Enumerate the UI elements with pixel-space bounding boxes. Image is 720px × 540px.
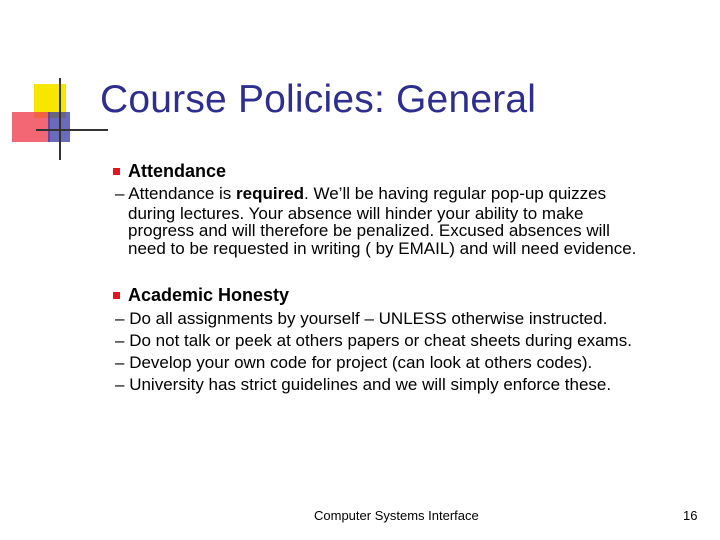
- bullet-square-icon: [113, 292, 120, 299]
- honesty-item-text: Develop your own code for project (can look at others codes).: [129, 353, 593, 372]
- honesty-item-1: [115, 309, 607, 329]
- red-square: [12, 112, 50, 142]
- attendance-text-cont: . We’ll be having regular pop-up quizzes: [304, 184, 607, 203]
- required-emphasis: required: [236, 184, 305, 203]
- footer-title: Computer Systems Interface: [314, 508, 479, 523]
- dash-marker: –: [115, 309, 125, 328]
- section-heading-attendance: Attendance: [128, 161, 227, 181]
- page-number: 16: [683, 508, 698, 523]
- dash-marker: –: [115, 353, 125, 372]
- attendance-text: Attendance is: [128, 184, 237, 203]
- slide-title: Course Policies: General: [100, 78, 537, 121]
- dash-marker: –: [115, 331, 125, 350]
- bullet-square-icon: [113, 168, 120, 175]
- honesty-item-text: Do not talk or peek at others papers or cheat sheets during exams.: [129, 331, 632, 350]
- honesty-item-text: Do all assignments by yourself – UNLESS otherwise instructed.: [129, 309, 608, 328]
- honesty-item-2: [115, 331, 632, 351]
- attendance-line-2: during lectures. Your absence will hinder your ability to make: [128, 204, 584, 223]
- attendance-line-3: progress and will therefore be penalized. Excused absences will: [128, 221, 610, 240]
- attendance-line-4: need to be requested in writing ( by EMAIL) and will need evidence.: [128, 239, 637, 258]
- attendance-line-1: [115, 184, 606, 204]
- decorative-squares: [0, 0, 110, 175]
- honesty-item-4: [115, 375, 611, 395]
- dash-marker: –: [115, 375, 125, 394]
- honesty-item-3: [115, 353, 592, 373]
- section-heading-academic-honesty: Academic Honesty: [128, 285, 290, 305]
- honesty-item-text: University has strict guidelines and we will simply enforce these.: [129, 375, 612, 394]
- dash-marker: –: [115, 184, 125, 203]
